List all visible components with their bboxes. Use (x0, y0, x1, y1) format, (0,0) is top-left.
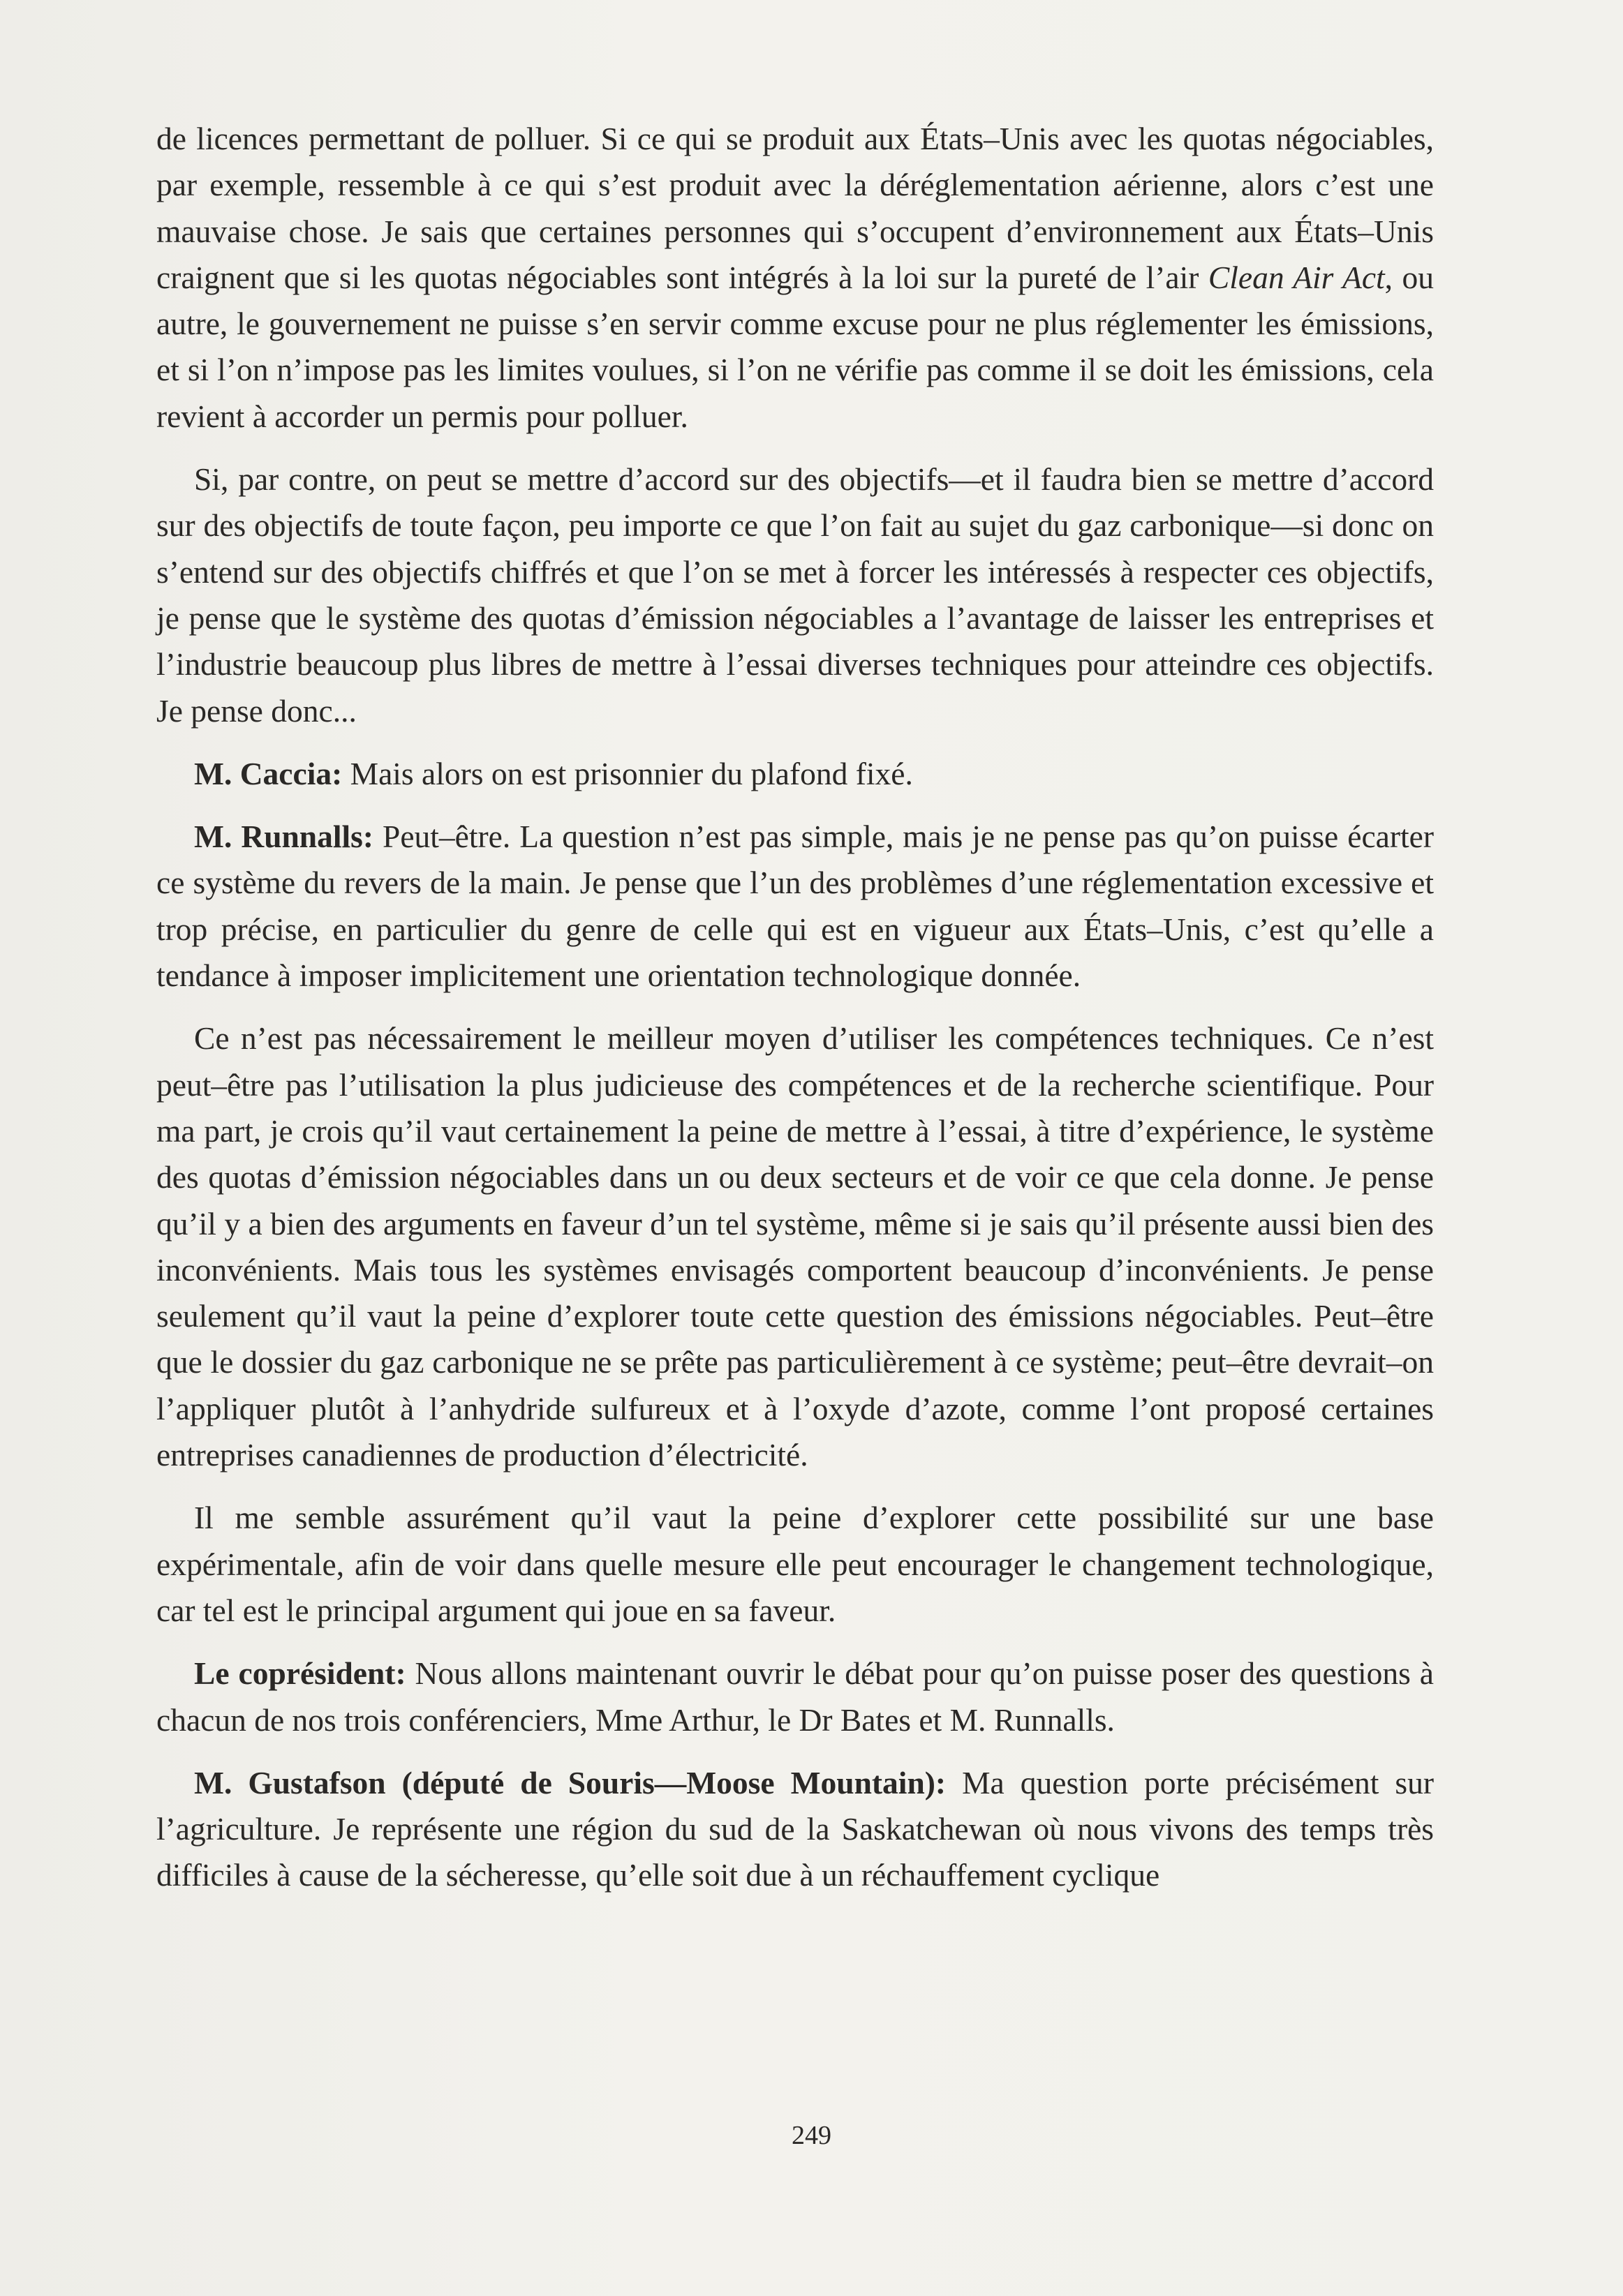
paragraph (156, 751, 1434, 797)
paragraph-text: Mais alors on est prisonnier du plafond fixé. (342, 755, 913, 791)
paragraph (156, 1760, 1434, 1899)
paragraph (156, 1495, 1434, 1634)
paragraph-text: Il me semble assurément qu’il vaut la peine d’explorer cette possibilité sur une base expérimentale, afin de voir dans quelle mesure elle peut encourager le changement technologique, car tel est le principal argument qui joue en sa faveur. (156, 1500, 1434, 1628)
paragraph-text: de licences permettant de polluer. Si ce qui se produit aux États–Unis avec les quotas négociables, par exemple, ressemble à ce qui s’est produit avec la déréglementation aérienne, alors c’est une mauvaise chose. Je sais que certaines personnes qui s’occupent d’environnement aux États–Unis craignent que si les quotas négociables sont intégrés à la loi sur la pureté de l’air (156, 121, 1434, 295)
speaker-name: M. Gustafson (député de Souris—Moose Mountain): (194, 1764, 947, 1801)
speaker-name: M. Runnalls: (194, 819, 374, 855)
paragraph (156, 814, 1434, 999)
paragraph-text: Ma question porte précisément sur l’agriculture. Je représente une région du sud de la Saskatchewan où nous vivons des temps très difficiles à cause de la sécheresse, qu’elle soit due à un réchauffement cyclique (156, 1764, 1435, 1893)
paragraph (156, 116, 1434, 440)
paragraph-text: Nous allons maintenant ouvrir le débat pour qu’on puisse poser des questions à chacun de nos trois conférenciers, Mme Arthur, le Dr Bates et M. Runnalls. (156, 1655, 1435, 1738)
body-text (156, 116, 1434, 1916)
paragraph-text: Si, par contre, on peut se mettre d’accord sur des objectifs—et il faudra bien se mettre d’accord sur des objectifs de toute façon, peu importe ce que l’on fait au sujet du gaz carbonique—si donc on s’entend sur des objectifs chiffrés et que l’on se met à forcer les intéressés à respecter ces objectifs, je pense que le système des quotas d’émission négociables a l’avantage de laisser les entreprises et l’industrie beaucoup plus libres de mettre à l’essai diverses techniques pour atteindre ces objectifs. Je pense donc... (156, 461, 1434, 729)
speaker-name: Le coprésident: (194, 1655, 406, 1692)
paragraph-text: Ce n’est pas nécessairement le meilleur moyen d’utiliser les compétences techniques. Ce n’est peut–être pas l’utilisation la plus judicieuse des compétences et de la recherche scientifique. Pour ma part, je crois qu’il vaut certainement la peine de mettre à l’essai, à titre d’expérience, le système des quotas d’émission négociables dans un ou deux secteurs et de voir ce que cela donne. Je pense qu’il y a bien des arguments en faveur d’un tel système, même si je sais qu’il présente aussi bien des inconvénients. Mais tous les systèmes envisagés comportent beaucoup d’inconvénients. Je pense seulement qu’il vaut la peine d’explorer toute cette question des émissions négociables. Peut–être que le dossier du gaz carbonique ne se prête pas particulièrement à ce système; peut–être devrait–on l’appliquer plutôt à l’anhydride sulfureux et à l’oxyde d’azote, comme l’ont proposé certaines entreprises canadiennes de production d’électricité. (156, 1020, 1434, 1473)
paragraph-text: Peut–être. La question n’est pas simple, mais je ne pense pas qu’on puisse écarter ce système du revers de la main. Je pense que l’un des problèmes d’une réglementation excessive et trop précise, en particulier du genre de celle qui est en vigueur aux États–Unis, c’est qu’elle a tendance à imposer implicitement une orientation technologique donnée. (156, 819, 1434, 994)
page-number: 249 (792, 2121, 831, 2150)
speaker-name: M. Caccia: (194, 755, 343, 791)
paragraph-text: , ou autre, le gouvernement ne puisse s’en servir comme excuse pour ne plus réglementer les émissions, et si l’on n’impose pas les limites voulues, si l’on ne vérifie pas comme il se doit les émissions, cela revient à accorder un permis pour polluer. (156, 259, 1435, 434)
paragraph (156, 1015, 1434, 1478)
italic-text: Clean Air Act (1208, 259, 1385, 295)
paragraph (156, 456, 1434, 734)
paragraph (156, 1650, 1434, 1743)
